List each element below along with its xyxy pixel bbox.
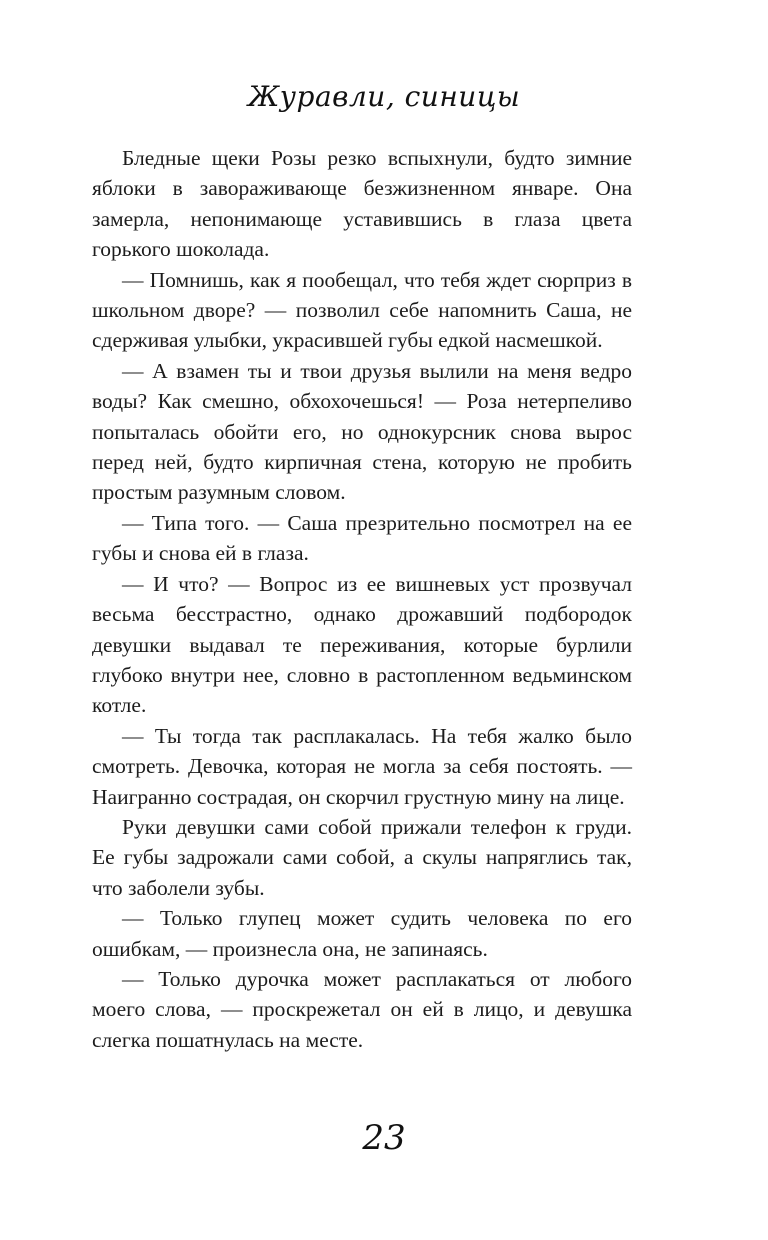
body-text: [92, 143, 632, 1055]
paragraph: — Ты тогда так расплакалась. На тебя жалко было смотреть. Девочка, которая не могла за себя постоять. — Наигранно сострадая, он скорчил грустную мину на лице.: [92, 723, 632, 809]
paragraph: — Типа того. — Саша презрительно посмотрел на ее губы и снова ей в глаза.: [92, 510, 632, 566]
running-title: Журавли, синицы: [247, 80, 521, 113]
paragraph: — И что? — Вопрос из ее вишневых уст прозвучал весьма бесстрастно, однако дрожавший подбородок девушки выдавал те переживания, которые бурлили глубоко внутри нее, словно в растопленном ведьминском котле.: [92, 571, 632, 718]
paragraph: — Только глупец может судить человека по его ошибкам, — произнесла она, не запинаясь.: [92, 906, 632, 961]
paragraph: Бледные щеки Розы резко вспыхнули, будто зимние яблоки в завораживающе безжизненном январе. Она замерла, непонимающе уставившись в глаза цвета горького шоколада.: [92, 146, 632, 262]
paragraph: Руки девушки сами собой прижали телефон к груди. Ее губы задрожали сами собой, а скулы напряглись так, что заболели зубы.: [92, 814, 632, 900]
paragraph: — Помнишь, как я пообещал, что тебя ждет сюрприз в школьном дворе? — позволил себе напомнить Саша, не сдерживая улыбки, украсившей губы едкой насмешкой.: [92, 267, 632, 353]
page-number: 23: [362, 1118, 406, 1158]
paragraph: — Только дурочка может расплакаться от любого моего слова, — проскрежетал он ей в лицо, и девушка слегка пошатнулась на месте.: [92, 966, 632, 1052]
paragraph: — А взамен ты и твои друзья вылили на меня ведро воды? Как смешно, обхохочешься! — Роза нетерпеливо попыталась обойти его, но однокурсник снова вырос перед ней, будто кирпичная стена, которую не пробить простым разумным словом.: [92, 358, 632, 505]
